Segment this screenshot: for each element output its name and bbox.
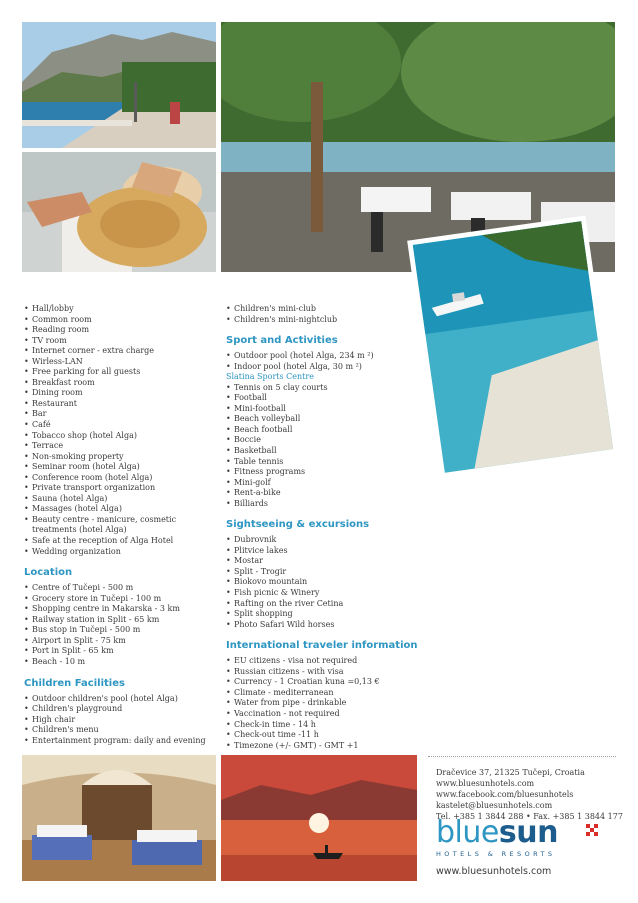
- list-item: • Reading room: [24, 325, 220, 336]
- list-item: • Rafting on the river Cetina: [226, 599, 426, 610]
- logo-tagline: HOTELS & RESORTS: [436, 850, 556, 858]
- list-item: • Railway station in Split - 65 km: [24, 615, 220, 626]
- amenities-list: [24, 304, 220, 557]
- list-item: • Non-smoking property: [24, 452, 220, 463]
- list-item: • Entertainment program: daily and evening: [24, 736, 220, 747]
- promenade-photo: [22, 22, 216, 148]
- list-item: • Seminar room (hotel Alga): [24, 462, 220, 473]
- list-item: • Plitvice lakes: [226, 546, 426, 557]
- list-item: • Fish picnic & Winery: [226, 588, 426, 599]
- list-item: • Outdoor children's pool (hotel Alga): [24, 694, 220, 705]
- logo-part-sun: sun: [498, 815, 558, 850]
- list-item: • Private transport organization: [24, 483, 220, 494]
- children-heading: Children Facilities: [24, 677, 125, 689]
- list-item: • Vaccination - not required: [226, 709, 426, 720]
- list-item: • Port in Split - 65 km: [24, 646, 220, 657]
- sightseeing-list: [226, 535, 426, 630]
- list-item: • Massages (hotel Alga): [24, 504, 220, 515]
- middle-column: [226, 304, 426, 751]
- list-item: • Airport in Split - 75 km: [24, 636, 220, 647]
- pools-list: [226, 351, 426, 372]
- sport-heading: Sport and Activities: [226, 335, 338, 347]
- dotted-divider: [428, 756, 616, 757]
- list-item: • Shopping centre in Makarska - 3 km: [24, 604, 220, 615]
- list-item: • Indoor pool (hotel Alga, 30 m ²): [226, 362, 426, 373]
- logo-wordmark: [436, 815, 558, 850]
- list-item: • Children's mini-club: [226, 304, 426, 315]
- sports-list: [226, 383, 426, 510]
- bluesun-logo: [436, 815, 558, 858]
- list-item: • Children's mini-nightclub: [226, 315, 426, 326]
- list-item: • Dining room: [24, 388, 220, 399]
- boat-bay-photo: [418, 222, 608, 472]
- list-item: • Basketball: [226, 446, 426, 457]
- list-item: • Beach - 10 m: [24, 657, 220, 668]
- website-link[interactable]: www.bluesunhotels.com: [436, 866, 552, 877]
- list-item: • Timezone (+/- GMT) - GMT +1: [226, 741, 426, 752]
- list-item: • Wirless-LAN: [24, 357, 220, 368]
- list-item: • Split - Trogir: [226, 567, 426, 578]
- phone-fax: Tel. +385 1 3844 288 • Fax. +385 1 3844 177: [436, 812, 623, 821]
- logo-part-blue: blue: [436, 815, 499, 850]
- facebook-link[interactable]: www.facebook.com/bluesunhotels: [436, 790, 574, 799]
- list-item: • Water from pipe - drinkable: [226, 698, 426, 709]
- list-item: • EU citizens - visa not required: [226, 656, 426, 667]
- left-column: [24, 304, 220, 746]
- list-item: • Internet corner - extra charge: [24, 346, 220, 357]
- list-item: • Bus stop in Tučepi - 500 m: [24, 625, 220, 636]
- list-item: • Rent-a-bike: [226, 488, 426, 499]
- list-item: • Check-in time - 14 h: [226, 720, 426, 731]
- list-item: • Fitness programs: [226, 467, 426, 478]
- list-item: • Tennis on 5 clay courts: [226, 383, 426, 394]
- list-item: • Climate - mediterranean: [226, 688, 426, 699]
- logo-cross-icon: [586, 824, 598, 836]
- list-item: • Table tennis: [226, 457, 426, 468]
- list-item: • Wedding organization: [24, 547, 220, 558]
- list-item: • Football: [226, 393, 426, 404]
- list-item: • Beauty centre - manicure, cosmetic treatments (hotel Alga): [24, 515, 220, 536]
- list-item: • Conference room (hotel Alga): [24, 473, 220, 484]
- list-item: • Breakfast room: [24, 378, 220, 389]
- list-item: • TV room: [24, 336, 220, 347]
- list-item: • Split shopping: [226, 609, 426, 620]
- list-item: • Safe at the reception of Alga Hotel: [24, 536, 220, 547]
- list-item: • Common room: [24, 315, 220, 326]
- clubs-list: [226, 304, 426, 325]
- sports-centre-label: Slatina Sports Centre: [226, 372, 314, 382]
- list-item: • Outdoor pool (hotel Alga, 234 m ²): [226, 351, 426, 362]
- list-item: • Bar: [24, 409, 220, 420]
- location-heading: Location: [24, 567, 73, 579]
- list-item: • Centre of Tučepi - 500 m: [24, 583, 220, 594]
- list-item: • Restaurant: [24, 399, 220, 410]
- sightseeing-heading: Sightseeing & excursions: [226, 519, 370, 531]
- email-link[interactable]: kastelet@bluesunhotels.com: [436, 801, 553, 810]
- list-item: • Russian citizens - with visa: [226, 667, 426, 678]
- list-item: • Biokovo mountain: [226, 577, 426, 588]
- list-item: • Dubrovnik: [226, 535, 426, 546]
- list-item: • Currency - 1 Croatian kuna =0,13 €: [226, 677, 426, 688]
- list-item: • Mostar: [226, 556, 426, 567]
- list-item: • Billiards: [226, 499, 426, 510]
- list-item: • Boccie: [226, 435, 426, 446]
- children-list: [24, 694, 220, 747]
- list-item: • Tobacco shop (hotel Alga): [24, 431, 220, 442]
- address: Dračevice 37, 21325 Tučepi, Croatia: [436, 768, 585, 777]
- list-item: • Children's menu: [24, 725, 220, 736]
- list-item: • Photo Safari Wild horses: [226, 620, 426, 631]
- list-item: • Check-out time -11 h: [226, 730, 426, 741]
- list-item: • Free parking for all guests: [24, 367, 220, 378]
- restaurant-photo: [22, 755, 216, 881]
- sunset-photo: [221, 755, 417, 881]
- intl-heading: International traveler information: [226, 640, 418, 652]
- list-item: • Children's playground: [24, 704, 220, 715]
- list-item: • Sauna (hotel Alga): [24, 494, 220, 505]
- list-item: • Hall/lobby: [24, 304, 220, 315]
- list-item: • Terrace: [24, 441, 220, 452]
- list-item: • Mini-football: [226, 404, 426, 415]
- list-item: • Mini-golf: [226, 478, 426, 489]
- contact-block: [436, 767, 623, 822]
- web-link[interactable]: www.bluesunhotels.com: [436, 779, 535, 788]
- intl-list: [226, 656, 426, 751]
- list-item: • Beach football: [226, 425, 426, 436]
- list-item: • Café: [24, 420, 220, 431]
- location-list: [24, 583, 220, 667]
- list-item: • Beach volleyball: [226, 414, 426, 425]
- list-item: • High chair: [24, 715, 220, 726]
- list-item: • Grocery store in Tučepi - 100 m: [24, 594, 220, 605]
- hat-woman-photo: [22, 152, 216, 272]
